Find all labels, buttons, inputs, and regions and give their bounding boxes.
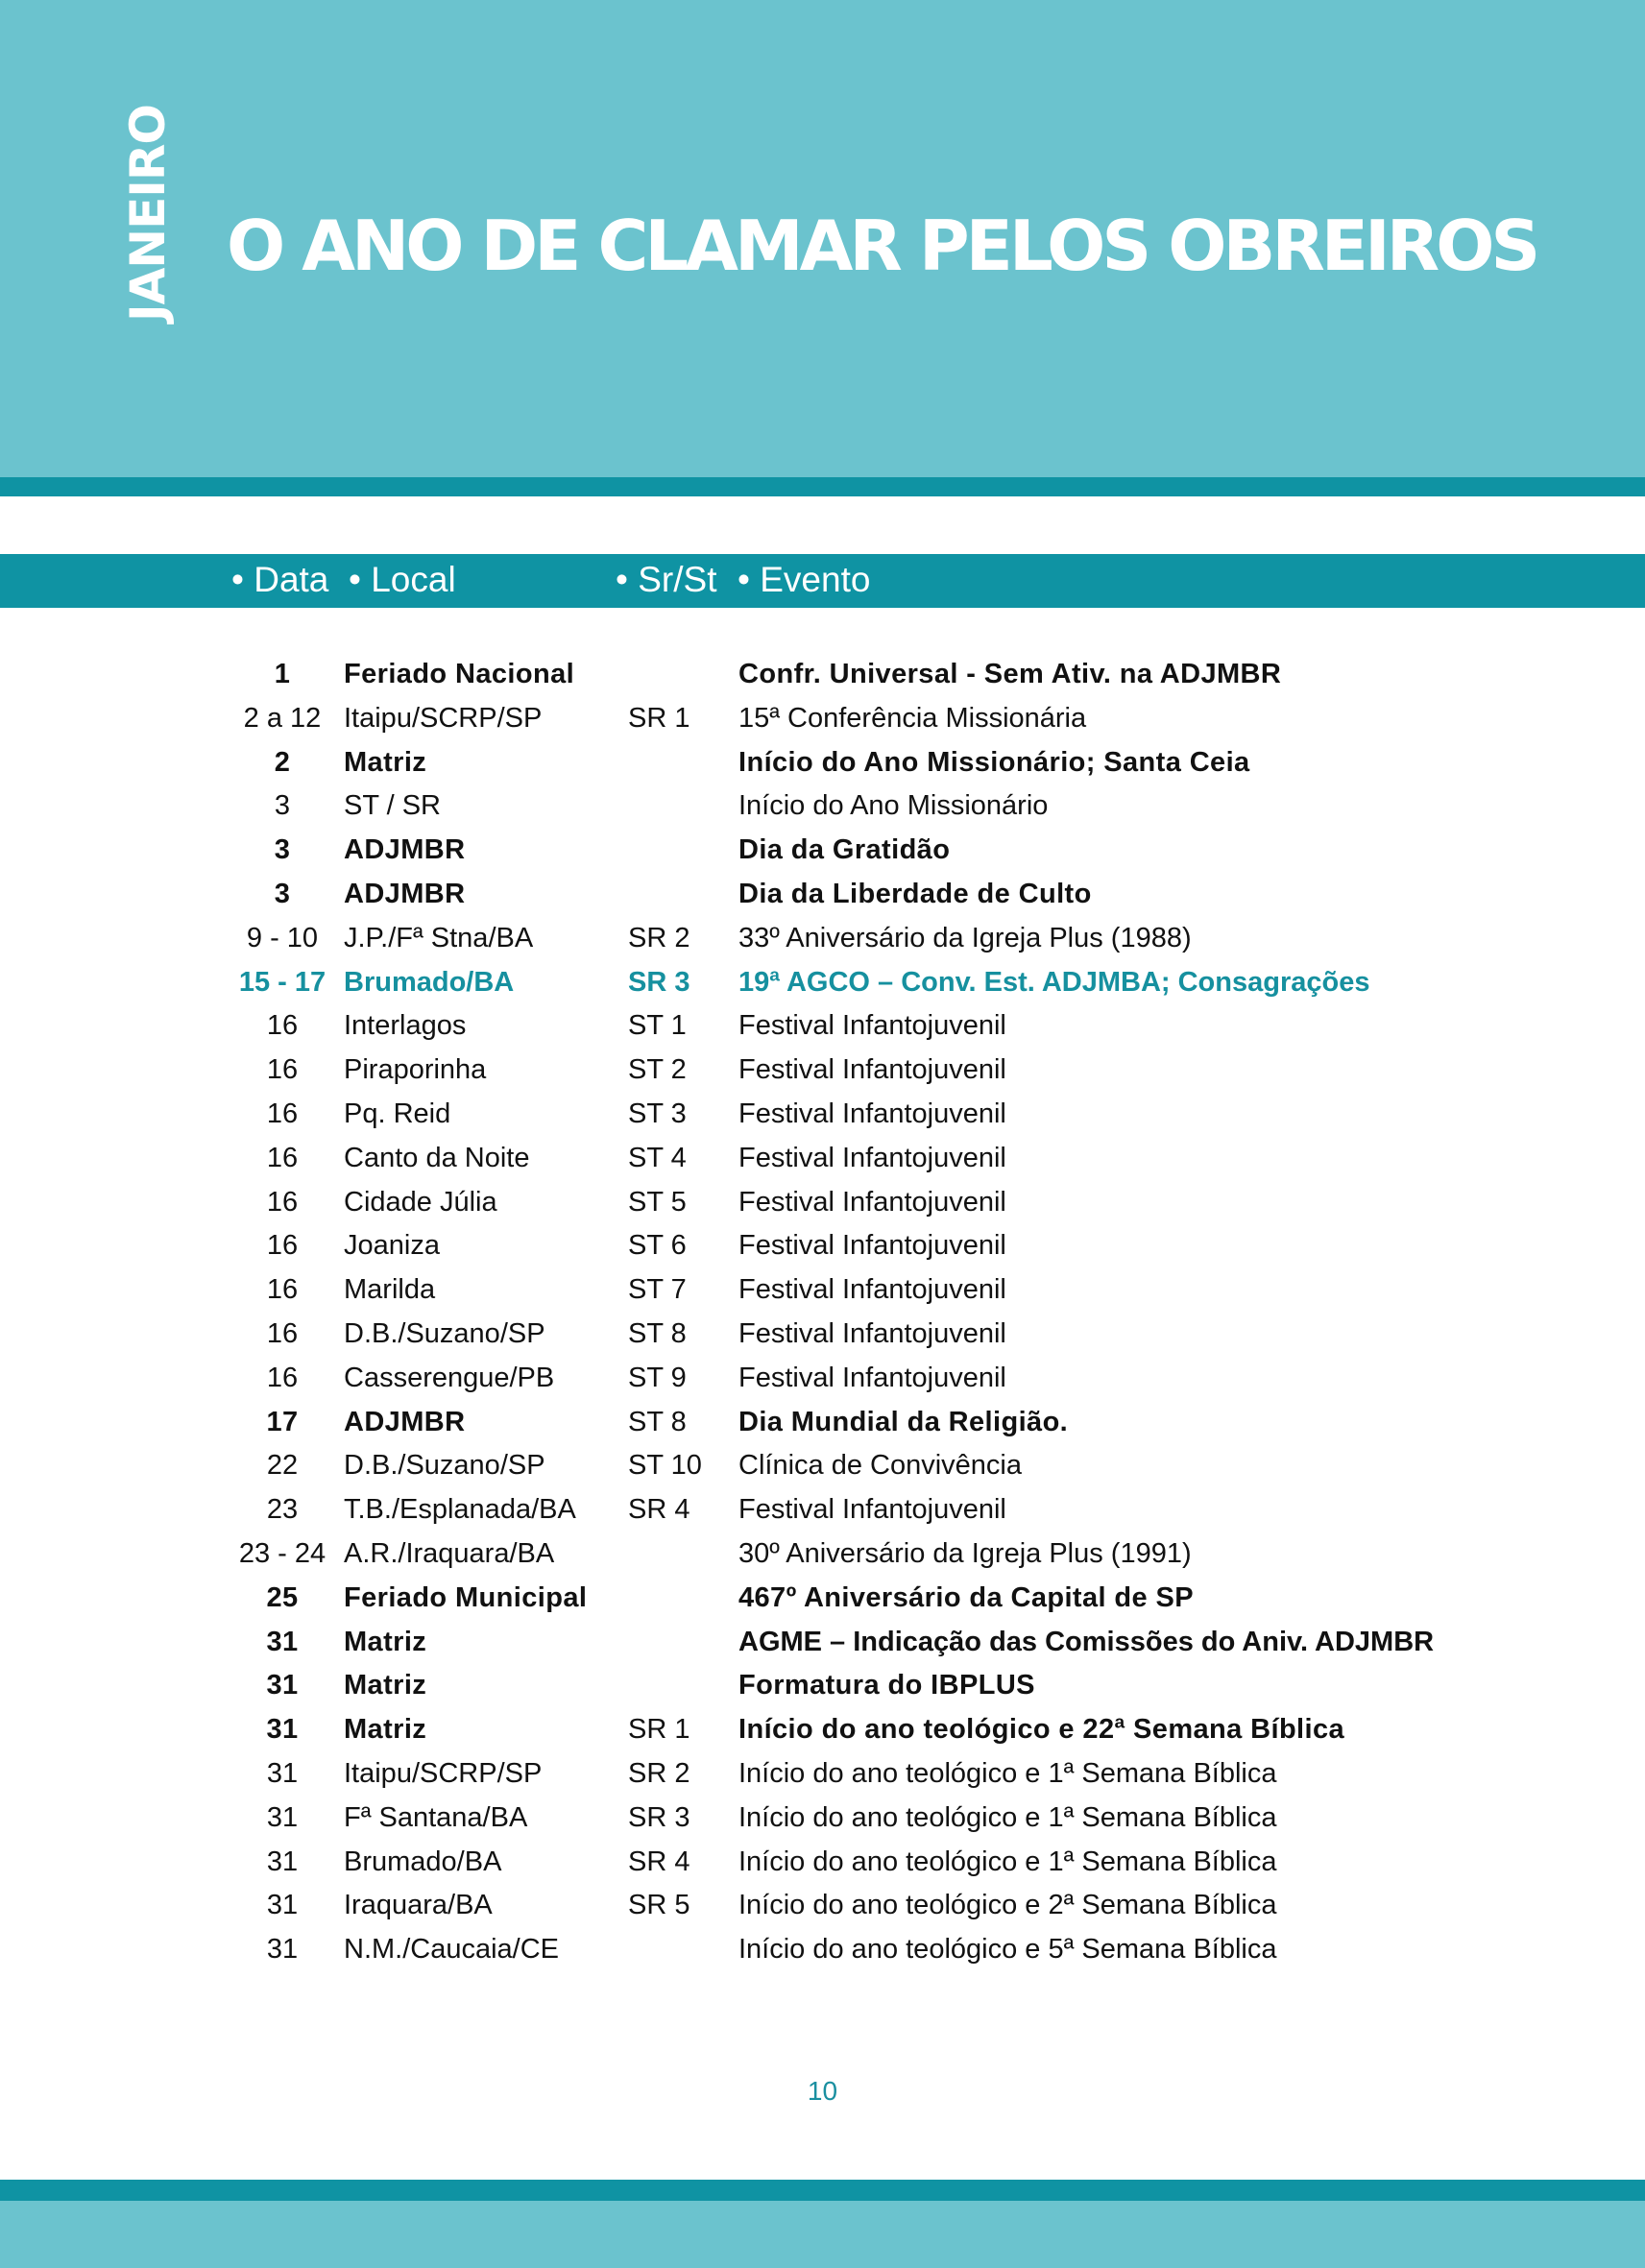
row-sr: SR 1 [628,702,690,734]
row-event: Início do Ano Missionário [738,790,1049,822]
row-sr: SR 1 [628,1714,690,1746]
row-local: Pq. Reid [344,1098,451,1129]
row-event: Início do Ano Missionário; Santa Ceia [738,746,1250,778]
row-event: Festival Infantojuvenil [738,1362,1006,1393]
row-local: Marilda [344,1274,436,1306]
row-date: 16 [266,1362,299,1393]
table-row [0,1268,1645,1313]
table-row [0,1004,1645,1049]
row-event: Festival Infantojuvenil [738,1098,1006,1129]
row-sr: SR 2 [628,1757,690,1789]
row-local: ADJMBR [344,1406,466,1437]
row-date: 23 - 24 [238,1537,327,1569]
row-event: Confr. Universal - Sem Ativ. na ADJMBR [738,659,1282,689]
page-title: O ANO DE CLAMAR PELOS OBREIROS [227,205,1537,286]
row-event: Dia Mundial da Religião. [738,1406,1069,1437]
row-date: 31 [266,1890,299,1921]
row-sr: SR 4 [628,1846,690,1877]
row-local: Fª Santana/BA [344,1801,528,1833]
table-row [0,741,1645,785]
row-sr: ST 2 [628,1054,687,1086]
row-event: Festival Infantojuvenil [738,1317,1006,1349]
row-sr: ST 4 [628,1142,687,1173]
row-date: 2 a 12 [243,702,322,734]
table-row [0,1488,1645,1532]
table-row [0,1181,1645,1225]
row-sr: ST 6 [628,1230,687,1262]
row-local: N.M./Caucaia/CE [344,1934,560,1966]
row-event: Festival Infantojuvenil [738,1010,1006,1042]
table-row [0,1532,1645,1577]
column-header-sr: • Sr/St [616,560,717,599]
row-local: ADJMBR [344,878,466,909]
row-date: 1 [274,659,291,689]
row-date: 3 [274,878,291,909]
footer-stripe [0,2180,1645,2201]
row-event: Clínica de Convivência [738,1450,1022,1482]
row-event: Festival Infantojuvenil [738,1494,1006,1526]
row-date: 2 [274,746,291,778]
table-row [0,1224,1645,1268]
row-event: Formatura do IBPLUS [738,1670,1035,1701]
row-event: 15ª Conferência Missionária [738,702,1087,734]
table-row [0,784,1645,829]
row-local: Brumado/BA [344,966,515,998]
row-local: Piraporinha [344,1054,487,1086]
table-row [0,829,1645,873]
table-row [0,1752,1645,1797]
row-event: 19ª AGCO – Conv. Est. ADJMBA; Consagrações [738,966,1370,998]
row-local: Matriz [344,1714,427,1746]
row-date: 31 [266,1846,299,1877]
row-sr: ST 9 [628,1362,687,1393]
row-event: Festival Infantojuvenil [738,1230,1006,1262]
row-date: 16 [266,1230,299,1262]
table-row [0,697,1645,741]
table-row [0,1444,1645,1488]
row-date: 9 - 10 [246,922,319,953]
row-sr: ST 8 [628,1406,687,1437]
row-date: 16 [266,1274,299,1306]
row-date: 17 [266,1406,299,1437]
row-local: T.B./Esplanada/BA [344,1494,576,1526]
row-date: 16 [266,1142,299,1173]
row-date: 16 [266,1186,299,1218]
row-event: Festival Infantojuvenil [738,1054,1006,1086]
row-sr: ST 1 [628,1010,687,1042]
column-header-local: • Local [349,560,456,599]
table-row [0,1137,1645,1181]
row-local: Matriz [344,1670,427,1701]
row-event: AGME – Indicação das Comissões do Aniv. ADJMBR [738,1626,1435,1657]
row-sr: ST 8 [628,1317,687,1349]
row-sr: SR 2 [628,922,690,953]
row-sr: ST 3 [628,1098,687,1129]
row-date: 31 [266,1670,299,1701]
row-event: Dia da Liberdade de Culto [738,878,1092,909]
row-date: 3 [274,790,291,822]
row-event: 30º Aniversário da Igreja Plus (1991) [738,1537,1192,1569]
row-date: 31 [266,1626,299,1657]
table-row [0,917,1645,961]
table-row [0,1401,1645,1445]
row-local: ST / SR [344,790,441,822]
row-sr: ST 10 [628,1450,702,1482]
row-date: 23 [266,1494,299,1526]
row-date: 31 [266,1757,299,1789]
row-date: 16 [266,1010,299,1042]
table-row [0,1841,1645,1885]
table-row [0,1577,1645,1621]
event-table [0,653,1645,1972]
row-event: Início do ano teológico e 22ª Semana Bíblica [738,1714,1345,1746]
table-row [0,1049,1645,1093]
row-local: Iraquara/BA [344,1890,493,1921]
table-row [0,1884,1645,1928]
row-date: 31 [266,1934,299,1966]
table-row [0,961,1645,1005]
row-local: Itaipu/SCRP/SP [344,1757,543,1789]
row-date: 25 [266,1581,299,1613]
row-date: 31 [266,1714,299,1746]
footer-band [0,2201,1645,2268]
column-header-event: • Evento [738,560,871,599]
table-row [0,1357,1645,1401]
page-number: 10 [807,2076,838,2106]
table-row [0,1093,1645,1137]
row-sr: SR 4 [628,1494,690,1526]
table-row [0,1928,1645,1972]
row-local: Cidade Júlia [344,1186,497,1218]
row-sr: ST 7 [628,1274,687,1306]
row-local: ADJMBR [344,834,466,866]
row-event: 33º Aniversário da Igreja Plus (1988) [738,922,1192,953]
row-local: Feriado Municipal [344,1581,588,1613]
table-row [0,1797,1645,1841]
row-local: Canto da Noite [344,1142,530,1173]
table-row [0,1708,1645,1752]
row-sr: ST 5 [628,1186,687,1218]
row-local: Joaniza [344,1230,440,1262]
row-local: J.P./Fª Stna/BA [344,922,534,953]
row-event: Festival Infantojuvenil [738,1186,1006,1218]
row-local: Feriado Nacional [344,659,575,689]
table-row [0,1313,1645,1357]
row-local: Itaipu/SCRP/SP [344,702,543,734]
row-local: A.R./Iraquara/BA [344,1537,555,1569]
row-sr: SR 3 [628,966,690,998]
row-local: Matriz [344,746,427,778]
row-event: Início do ano teológico e 1ª Semana Bíblica [738,1846,1277,1877]
row-local: D.B./Suzano/SP [344,1317,545,1349]
table-row [0,653,1645,697]
row-date: 31 [266,1801,299,1833]
row-local: Casserengue/PB [344,1362,555,1393]
row-event: 467º Aniversário da Capital de SP [738,1581,1195,1613]
row-local: Interlagos [344,1010,467,1042]
row-date: 22 [266,1450,299,1482]
table-row [0,873,1645,917]
row-local: Matriz [344,1626,427,1657]
column-header-date: • Data [231,560,329,599]
row-event: Início do ano teológico e 1ª Semana Bíblica [738,1757,1277,1789]
table-row [0,1664,1645,1708]
row-event: Festival Infantojuvenil [738,1274,1006,1306]
row-event: Início do ano teológico e 5ª Semana Bíblica [738,1934,1277,1966]
row-sr: SR 3 [628,1801,690,1833]
row-local: D.B./Suzano/SP [344,1450,545,1482]
row-date: 16 [266,1098,299,1129]
row-date: 16 [266,1054,299,1086]
row-date: 15 - 17 [238,966,327,998]
header-stripe [0,477,1645,496]
row-event: Início do ano teológico e 1ª Semana Bíblica [738,1801,1277,1833]
row-local: Brumado/BA [344,1846,502,1877]
month-label: JANEIRO [120,105,176,322]
row-date: 16 [266,1317,299,1349]
row-event: Festival Infantojuvenil [738,1142,1006,1173]
row-date: 3 [274,834,291,866]
table-row [0,1621,1645,1665]
row-sr: SR 5 [628,1890,690,1921]
row-event: Início do ano teológico e 2ª Semana Bíblica [738,1890,1277,1921]
row-event: Dia da Gratidão [738,834,951,866]
